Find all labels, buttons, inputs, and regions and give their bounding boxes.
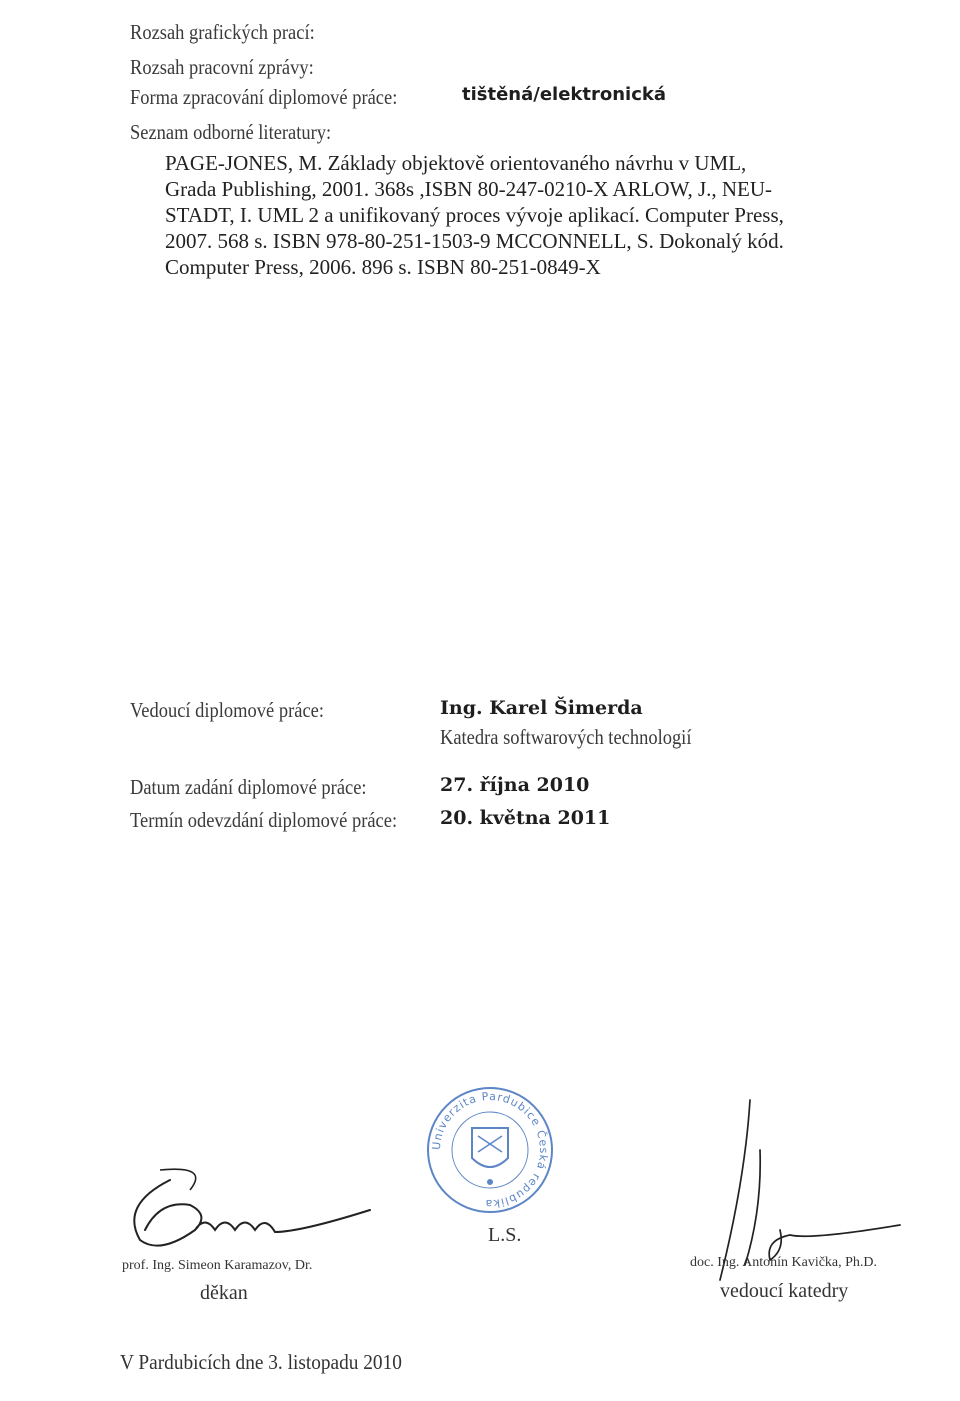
dean-role: děkan [200, 1282, 248, 1304]
literature-line: PAGE-JONES, M. Základy objektově orientovaného návrhu v UML, [165, 151, 747, 175]
university-stamp [420, 1080, 560, 1220]
ls-mark: L.S. [488, 1224, 522, 1246]
head-name: doc. Ing. Antonín Kavička, Ph.D. [690, 1255, 878, 1270]
graphic-scope-label: Rozsah grafických prací: [130, 20, 315, 44]
supervisor-department: Katedra softwarových technologií [440, 725, 692, 749]
deadline-label: Termín odevzdání diplomové práce: [130, 808, 398, 832]
head-role: vedoucí katedry [720, 1280, 849, 1302]
supervisor-name: Ing. Karel Šimerda [440, 697, 643, 719]
literature-line: STADT, I. UML 2 a unifikovaný proces vývoje aplikací. Computer Press, [165, 203, 784, 227]
assigned-label: Datum zadání diplomové práce: [130, 775, 367, 799]
literature-label: Seznam odborné literatury: [130, 120, 332, 144]
dean-signature [100, 1160, 390, 1265]
literature-line: Computer Press, 2006. 896 s. ISBN 80-251-0849-X [165, 255, 601, 279]
literature-list [165, 150, 865, 280]
svg-text:Univerzita Pardubice Česká rep [430, 1090, 550, 1210]
report-scope-label: Rozsah pracovní zprávy: [130, 55, 314, 79]
dean-name: prof. Ing. Simeon Karamazov, Dr. [122, 1258, 313, 1273]
literature-line: 2007. 568 s. ISBN 978-80-251-1503-9 MCCONNELL, S. Dokonalý kód. [165, 229, 784, 253]
form-value: tištěná/elektronická [462, 84, 667, 105]
assigned-value: 27. října 2010 [440, 774, 590, 796]
deadline-value: 20. května 2011 [440, 807, 611, 829]
supervisor-label: Vedoucí diplomové práce: [130, 698, 324, 722]
stamp-text: Univerzita Pardubice Česká republika [429, 1089, 551, 1211]
literature-line: Grada Publishing, 2001. 368s ,ISBN 80-247-0210-X ARLOW, J., NEU- [165, 177, 773, 201]
place-date: V Pardubicích dne 3. listopadu 2010 [120, 1350, 402, 1374]
form-label: Forma zpracování diplomové práce: [130, 85, 398, 109]
